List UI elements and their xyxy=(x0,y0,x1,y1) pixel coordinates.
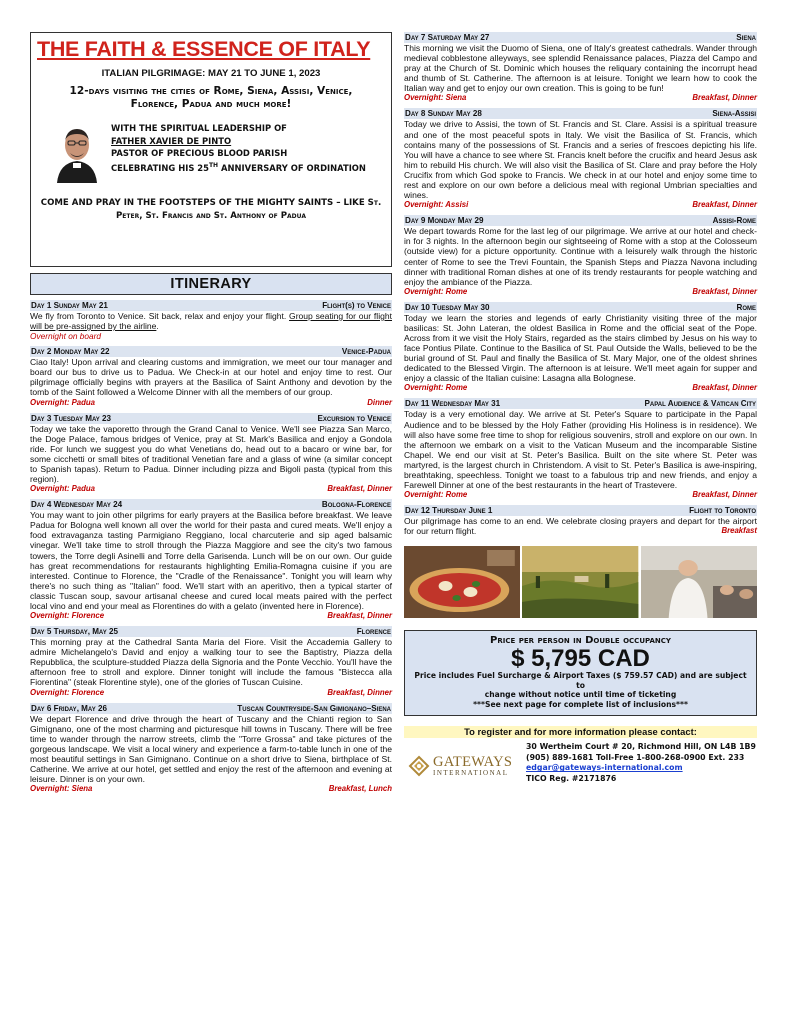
gateways-logo-icon xyxy=(408,755,430,777)
meals-included: Breakfast, Dinner xyxy=(327,687,392,697)
day-section xyxy=(404,505,757,536)
gateways-logo xyxy=(404,740,526,784)
day-route: Florence xyxy=(356,627,391,637)
day-section xyxy=(30,499,392,621)
left-column xyxy=(30,32,392,794)
day-date: Day 6 Friday, May 26 xyxy=(31,703,107,713)
contact-phones: (905) 889-1681 Toll-Free 1-800-268-0900 Ext. 233 xyxy=(526,752,745,762)
header-box xyxy=(30,32,392,267)
day-date: Day 10 Tuesday May 30 xyxy=(405,302,490,312)
price-note-2: change without notice until time of ticketing xyxy=(484,690,677,700)
day-section xyxy=(30,413,392,495)
right-column xyxy=(404,32,757,784)
meals-included: Breakfast, Dinner xyxy=(327,611,392,621)
meals-included: Breakfast, Dinner xyxy=(692,286,757,296)
day-date: Day 5 Thursday, May 25 xyxy=(31,627,118,637)
contact-address: 30 Wertheim Court # 20, Richmond Hill, ON L4B 1B9 xyxy=(526,742,756,752)
day-description xyxy=(30,311,392,331)
price-label: Price per person in Double occupancy xyxy=(490,635,671,647)
day-header xyxy=(404,505,757,516)
day-date: Day 2 Monday May 22 xyxy=(31,347,110,357)
photo-strip xyxy=(404,546,757,618)
day-description: We depart towards Rome for the last leg of our pilgrimage. We arrive at our hotel and check-in for 3 nights. In the afternoon begin our sightseeing of Rome with a stop at the Colosseum (outside view) for a picture opportunity. Continue with a leisurely walk through the historic center of Rome to see the Trevi Fountain, the Spanish Steps and Piazza Navona including dinner with traditional Roman dishes at one of its trendy restaurants for people watching and enjoy the ambiance of the Piazza. xyxy=(404,226,757,287)
day-footer xyxy=(404,93,757,103)
day-description: Today we drive to Assisi, the town of St. Francis and St. Clare. Assisi is a spiritual treasure and one of the most peaceful spots in Italy. We visit the Basilica of St. Francis, which contains many of the possessions of St. Francis and a series of frescoes depicting his life. You will have a chance to see where St. Francis knelt before the crucifix and heard Jesus ask him to rebuild His church. We will also visit the Basilica of St. Clare and pray before the Holy Crucifix from which God spoke to Francis. We check in at our hotel and enjoy some time to rest and explore on our own before a delicious meal with regional Umbrian specialties and wines. xyxy=(404,119,757,201)
contact-info xyxy=(526,740,756,784)
day-route: Bologna-Florence xyxy=(321,500,391,510)
overnight-location: Overnight: Siena xyxy=(30,784,93,794)
day-description: This morning we visit the Duomo of Siena, one of Italy's greatest cathedrals. Wander through medieval cobblestone alleyways, see splendid Renaissance palaces, Piazza del Campo and pray at the Church of St. Dominic which houses the reliquary containing the incorrupt head and thumb of St. Catherine. The afternoon is at leisure. Tonight we learn how to cook the Italian way and get to enjoy our own creation. This is going to be fun! xyxy=(404,43,757,94)
meals-included: Breakfast, Lunch xyxy=(328,784,392,794)
day-route: Siena-Assisi xyxy=(712,109,756,119)
day-header xyxy=(30,703,392,714)
leader-name: FATHER XAVIER DE PINTO xyxy=(111,135,232,146)
day-route: Siena xyxy=(736,33,756,42)
day-route: Assisi-Rome xyxy=(712,216,756,226)
leader-line-3-post: ANNIVERSARY OF ORDINATION xyxy=(218,162,366,173)
leader-section xyxy=(37,119,385,183)
meals-included: Breakfast xyxy=(721,526,757,536)
day-text-end: . xyxy=(156,321,159,332)
day-section xyxy=(404,32,757,103)
meals-included: Dinner xyxy=(367,397,392,407)
day-footer xyxy=(30,784,392,794)
contact-section xyxy=(404,740,757,784)
contact-email-link[interactable]: edgar@gateways-international.com xyxy=(526,763,683,773)
logo-name: GATEWAYS xyxy=(433,753,513,770)
day-description: We depart Florence and drive through the heart of Tuscany and the Chianti region to San Gimignano, one of the most charming and picturesque hill towns in Tuscany. There will be free time to wander through the narrow streets, climb the "Torre Grossa" and take pictures of the gorgeous landscape. We visit a local winery and experience a farm-to-table lunch in one of the most beautiful settings in San Gimignano. Continue on a short drive to Siena, birthplace of St. Catherine. We arrive at our hotel, get settled and enjoy the rest of the afternoon and evening at leisure. Dinner is on your own. xyxy=(30,713,392,785)
day-header xyxy=(30,499,392,510)
price-amount: $ 5,795 CAD xyxy=(511,645,650,673)
day-section xyxy=(30,300,392,341)
meals-included: Breakfast, Dinner xyxy=(692,383,757,393)
priest-portrait-image xyxy=(51,119,103,183)
day-route: Tuscan Countryside-San Gimignano–Siena xyxy=(237,703,391,713)
trip-summary-line-1: 12-days visiting the cities of Rome, Siena, Assisi, Venice, xyxy=(69,85,353,97)
day-footer xyxy=(30,398,392,408)
day-date: Day 7 Saturday May 27 xyxy=(405,33,490,42)
register-heading: To register and for more information please contact: xyxy=(404,726,757,738)
day-route: Rome xyxy=(736,302,756,312)
page-title: THE FAITH & ESSENCE OF ITALY xyxy=(37,37,371,61)
leader-line-3-sup: TH xyxy=(208,161,219,169)
day-date: Day 9 Monday May 29 xyxy=(405,216,484,226)
leader-line-3-pre: CELEBRATING HIS 25 xyxy=(111,162,209,173)
trip-summary-line-2: Florence, Padua and much more! xyxy=(130,98,292,110)
day-header xyxy=(30,413,392,424)
pilgrimage-dates: ITALIAN PILGRIMAGE: MAY 21 TO JUNE 1, 2023 xyxy=(101,68,321,79)
trip-summary xyxy=(37,85,385,111)
day-route: Excursion to Venice xyxy=(317,413,391,423)
price-box xyxy=(404,630,757,716)
overnight-location: Overnight: Rome xyxy=(404,286,468,296)
day-footer xyxy=(30,611,392,621)
meals-included: Breakfast, Dinner xyxy=(692,490,757,500)
landscape-photo xyxy=(522,546,638,618)
overnight-location: Overnight: Rome xyxy=(404,490,468,500)
day-header xyxy=(404,108,757,119)
day-header xyxy=(30,346,392,357)
day-route: Flight to Toronto xyxy=(689,506,756,516)
day-header xyxy=(404,32,757,43)
price-note-1: Price includes Fuel Surcharge & Airport Taxes ($ 759.57 CAD) and are subject to xyxy=(414,671,747,690)
tico-registration: TICO Reg. #2171876 xyxy=(526,773,617,783)
gateways-logo-text xyxy=(433,755,512,778)
overnight-location: Overnight: Padua xyxy=(30,397,95,407)
overnight-location: Overnight: Padua xyxy=(30,484,95,494)
come-pray-line-2: Peter, St. Francis and St. Anthony of Padua xyxy=(116,210,306,221)
day-section xyxy=(404,398,757,500)
day-text: We fly from Toronto to Venice. Sit back, relax and enjoy your flight. xyxy=(30,311,290,321)
day-section xyxy=(30,703,392,795)
day-section xyxy=(30,346,392,407)
overnight-location: Overnight: Rome xyxy=(404,383,468,393)
day-route: Papal Audience & Vatican City xyxy=(644,399,756,409)
day-header xyxy=(404,398,757,409)
day-header xyxy=(404,302,757,313)
day-description: You may want to join other pilgrims for early prayers at the Basilica before breakfast. We leave Padua for Bologna well known all over the world for their pasta and cured meats. We'll enjoy a food extravaganza tasting Parmigiano Reggiano, local charcuterie and sip aged balsamic vinegar. We'll take time to stroll through the Piazza Maggiore and see the city's two famous towers, the Torre degli Asinelli and Torre della Garisenda. Lunch will be on our own. Our guide has great recommendations for restaurants highlighting Emilia-Romagna cuisine if you are interested. Continue to Florence, the "Cradle of the Renaissance". Tonight you will learn why there's no such thing as "Italian" food. We'll start with an aperitivo, then a typical starter of classic Tuscan soup, savour artisanal cheese and cured local meats paired with the perfect local vino and end your meal as Florentines do with a gelato (invented here in Florence). xyxy=(30,510,392,611)
day-section xyxy=(404,302,757,394)
food-photo xyxy=(404,546,520,618)
day-section xyxy=(404,108,757,210)
day-footer xyxy=(404,490,757,500)
leader-line-2: PASTOR OF PRECIOUS BLOOD PARISH xyxy=(111,148,288,158)
overnight-location: Overnight on board xyxy=(30,331,102,342)
day-section xyxy=(30,626,392,697)
day-route: Flight(s) to Venice xyxy=(322,301,391,310)
day-header xyxy=(30,626,392,637)
day-text-underlined: Group seating for our flight will be pre-assigned by the airline xyxy=(30,311,392,332)
leader-line-3 xyxy=(111,160,366,174)
pope-photo xyxy=(641,546,757,618)
meals-included: Breakfast, Dinner xyxy=(692,93,757,103)
leader-line-1: WITH THE SPIRITUAL LEADERSHIP OF xyxy=(111,123,287,133)
day-footer xyxy=(30,484,392,494)
day-route: Venice-Padua xyxy=(341,347,391,357)
day-footer xyxy=(404,200,757,210)
day-header xyxy=(404,215,757,226)
pope-audience-image xyxy=(641,546,757,618)
overnight-location: Overnight: Assisi xyxy=(404,200,469,210)
come-pray-text xyxy=(37,197,385,222)
day-date: Day 11 Wednesday May 31 xyxy=(405,399,501,409)
day-date: Day 4 Wednesday May 24 xyxy=(31,500,123,510)
come-pray-line-1: COME AND PRAY IN THE FOOTSTEPS OF THE MIGHTY SAINTS – LIKE St. xyxy=(40,198,382,208)
overnight-location: Overnight: Florence xyxy=(30,687,105,697)
day-description: Today we learn the stories and legends of early Christianity visiting three of the major basilicas: St. John Lateran, the oldest Basilica in Rome and the official seat of the Pope. Across from it we visit the Holy Stairs, regarded as the stairs climbed by Jesus on his way to face Pontius Pilate. Continue to the Basilica of St. Paul Outside the Walls, believed to be the burial ground of St. Paul and finally the Basilica of St. Mary Major, one of the oldest shrines dedicated to the Blessed Virgin. The afternoon is at leisure. We'll meet again for supper and enjoy a classic of the Italian cuisine: Lasagna alla Bolognese. xyxy=(404,312,757,384)
pizza-image xyxy=(404,546,520,618)
day-description: Today is a very emotional day. We arrive at St. Peter's Square to participate in the Papal Audience and to be blessed by the Holy Father (providing His Holiness is in residence). We will also have some free time to shop for religious souvenirs, stroll and explore on our own. In the afternoon we embark on a visit to the Vatican Museum and the incomparable Sistine Chapel. We end our visit at St. Peter's Basilica. Built on the site where St. Peter was martyred, is the largest church in Christendom. A visit to St. Peter's Basilica is awe-inspiring, breathtaking, speechless. Tonight we toast to a fabulous trip and new friends, and enjoy a Farewell Dinner at one of the best restaurants in the heart of Trastevere. xyxy=(404,409,757,491)
logo-subtitle: INTERNATIONAL xyxy=(433,768,509,777)
priest-portrait xyxy=(51,119,103,183)
day-footer xyxy=(404,383,757,393)
overnight-location: Overnight: Siena xyxy=(404,93,467,103)
day-footer xyxy=(30,688,392,698)
day-description: Today we take the vaporetto through the Grand Canal to Venice. We'll see Piazza San Marco, the Doge Palace, famous bridges of Venice, pray at St. Mark's Basilica and enjoy a Gondola ride. For lunch we suggest you do what Venetians do, head out to a bacaro or wine bar, for some cicchetti or small bites of traditional Venetian fare and a glass of wine (a similar concept to Spanish tapas). Return to Padua. Dinner including pizza and Bigoli pasta (typical from this region). xyxy=(30,423,392,485)
day-date: Day 12 Thursday June 1 xyxy=(405,506,493,516)
overnight-location: Overnight: Florence xyxy=(30,611,105,621)
price-note-3: ***See next page for complete list of inclusions*** xyxy=(473,699,688,709)
meals-included: Breakfast, Dinner xyxy=(692,200,757,210)
day-description xyxy=(404,516,757,536)
day-date: Day 1 Sunday May 21 xyxy=(31,301,108,310)
meals-included: Breakfast, Dinner xyxy=(327,484,392,494)
day-description: This morning pray at the Cathedral Santa Maria del Fiore. Visit the Accademia Gallery to admire Michelangelo's David and enjoy a walking tour to see the Baptistry, Piazza della Repubblica, the sculpture-studded Piazza della Signoria and the Ponte Vecchio. You'll have the afternoon free to stroll and explore. Dinner tonight will include the famous "Bistecca alla Fiorentina" (steak Florentine style), one of the glories of Tuscan Cuisine. xyxy=(30,637,392,688)
day-header xyxy=(30,300,392,311)
day-description: Ciao Italy! Upon arrival and clearing customs and immigration, we meet our tour manager and board our bus to drive us to Padua. We Check-in at our hotel and enjoy time to rest. Our pilgrimage officially begins with prayers at the Basilica of Saint Anthony and devotion by the tomb of the Saint followed a Welcome Dinner with all the members of our group. xyxy=(30,357,392,398)
day-section xyxy=(404,215,757,297)
day-date: Day 3 Tuesday May 23 xyxy=(31,413,112,423)
day-text: Our pilgrimage has come to an end. We celebrate closing prayers and depart for the airport for our return flight. xyxy=(404,516,757,537)
leader-text xyxy=(111,122,366,183)
tuscany-landscape-image xyxy=(522,546,638,618)
day-date: Day 8 Sunday May 28 xyxy=(405,109,482,119)
day-footer xyxy=(404,287,757,297)
itinerary-heading: ITINERARY xyxy=(30,273,392,295)
